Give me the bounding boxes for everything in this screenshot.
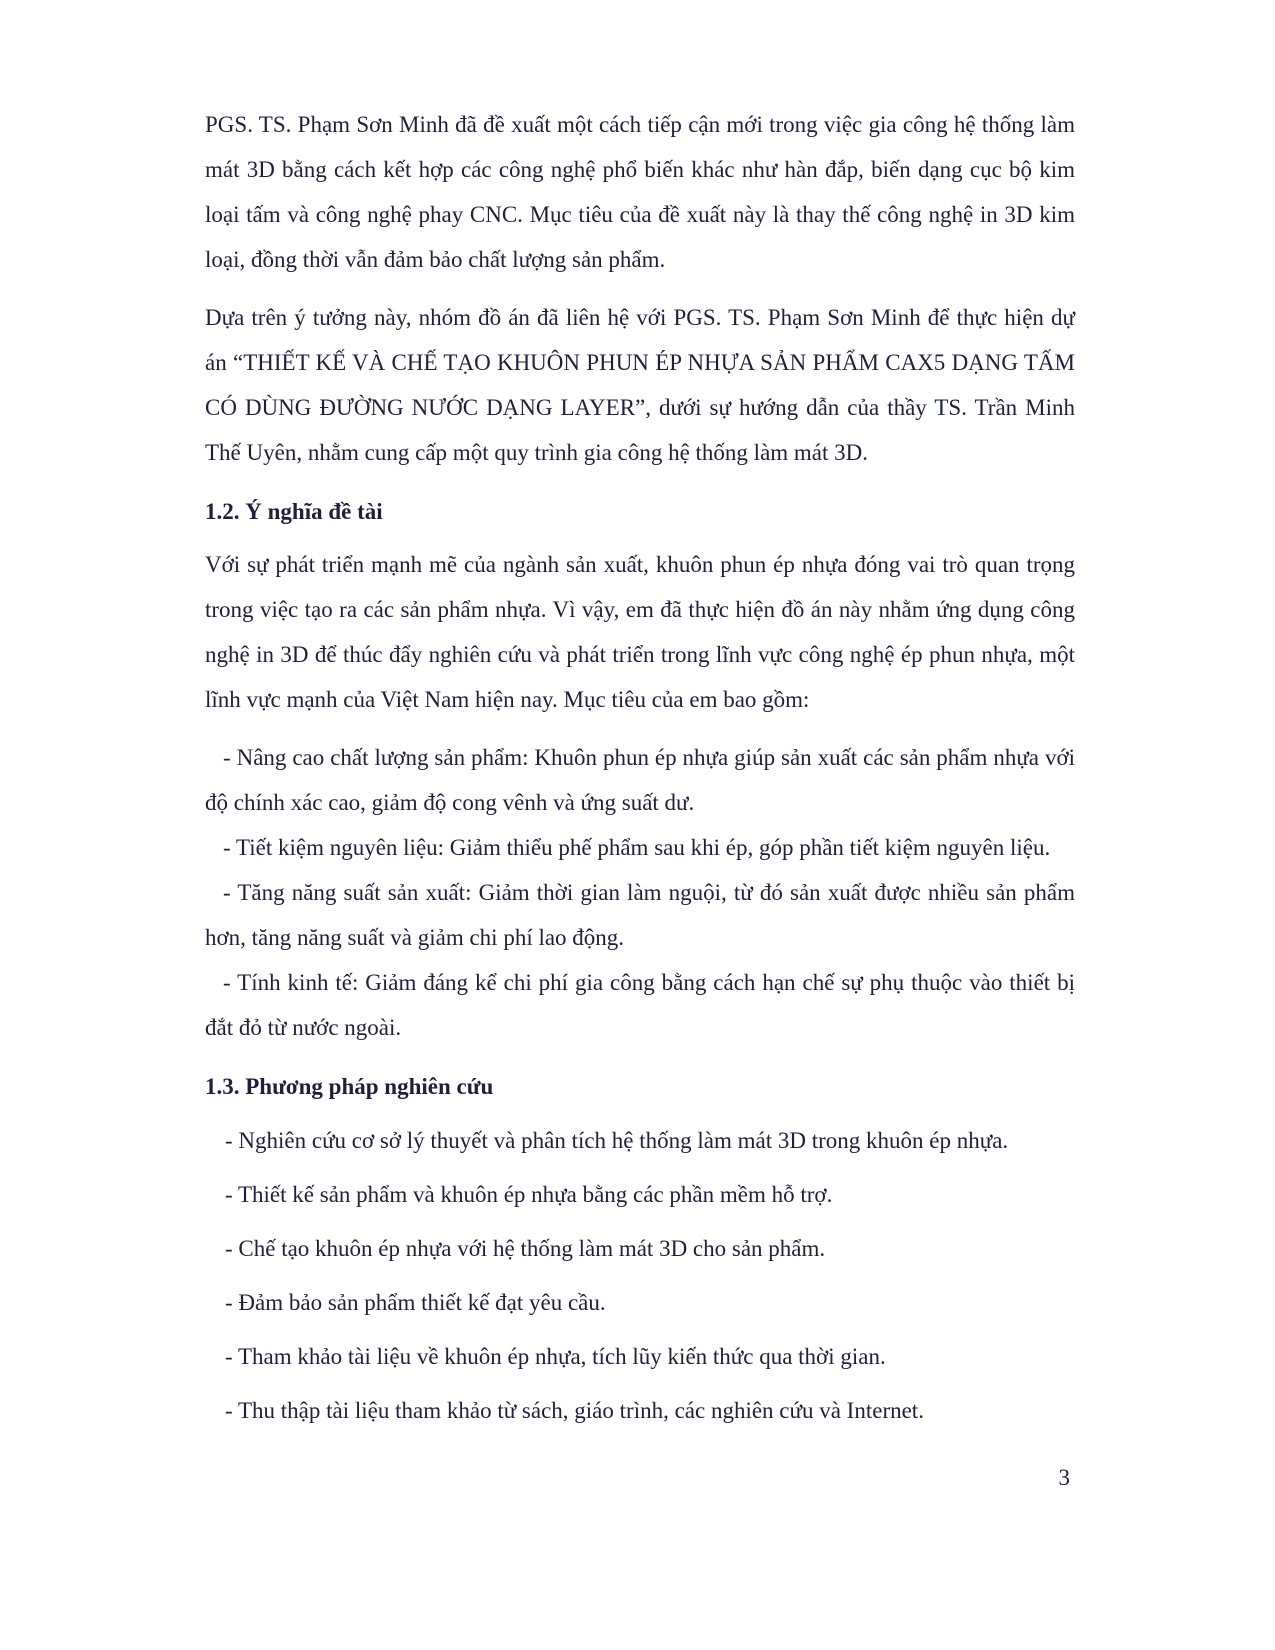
paragraph-intro-1: PGS. TS. Phạm Sơn Minh đã đề xuất một cách tiếp cận mới trong việc gia công hệ thống làm mát 3D bằng cách kết hợp các công nghệ phổ biến khác như hàn đắp, biến dạng cục bộ kim loại tấm và công nghệ phay CNC. Mục tiêu của đề xuất này là thay thế công nghệ in 3D kim loại, đồng thời vẫn đảm bảo chất lượng sản phẩm.: [205, 112, 1075, 272]
method-item-theory: - Nghiên cứu cơ sở lý thuyết và phân tích hệ thống làm mát 3D trong khuôn ép nhựa.: [225, 1128, 1009, 1153]
method-item-manufacture: - Chế tạo khuôn ép nhựa với hệ thống làm mát 3D cho sản phẩm.: [225, 1236, 826, 1261]
goal-list: [205, 735, 1075, 1050]
method-list: [205, 1118, 1075, 1433]
goal-item-material-saving: - Tiết kiệm nguyên liệu: Giảm thiểu phế phẩm sau khi ép, góp phần tiết kiệm nguyên liệu.: [223, 835, 1051, 860]
paragraph-significance: Với sự phát triển mạnh mẽ của ngành sản xuất, khuôn phun ép nhựa đóng vai trò quan trọng trong việc tạo ra các sản phẩm nhựa. Vì vậy, em đã thực hiện đồ án này nhằm ứng dụng công nghệ in 3D để thúc đẩy nghiên cứu và phát triển trong lĩnh vực công nghệ ép phun nhựa, một lĩnh vực mạnh của Việt Nam hiện nay. Mục tiêu của em bao gồm:: [205, 552, 1075, 712]
method-item-quality-assurance: - Đảm bảo sản phẩm thiết kế đạt yêu cầu.: [225, 1290, 606, 1315]
method-item-design: - Thiết kế sản phẩm và khuôn ép nhựa bằng các phần mềm hỗ trợ.: [225, 1182, 833, 1207]
goal-item-economy: - Tính kinh tế: Giảm đáng kể chi phí gia công bằng cách hạn chế sự phụ thuộc vào thiết bị đắt đỏ từ nước ngoài.: [205, 970, 1075, 1040]
page-number: 3: [1058, 1465, 1070, 1490]
section-heading-1-2: 1.2. Ý nghĩa đề tài: [205, 499, 383, 524]
method-item-collect-docs: - Thu thập tài liệu tham khảo từ sách, giáo trình, các nghiên cứu và Internet.: [225, 1398, 924, 1423]
method-item-reference: - Tham khảo tài liệu về khuôn ép nhựa, tích lũy kiến thức qua thời gian.: [225, 1344, 886, 1369]
goal-item-productivity: - Tăng năng suất sản xuất: Giảm thời gian làm nguội, từ đó sản xuất được nhiều sản phẩm hơn, tăng năng suất và giảm chi phí lao động.: [205, 880, 1075, 950]
goal-item-quality: - Nâng cao chất lượng sản phẩm: Khuôn phun ép nhựa giúp sản xuất các sản phẩm nhựa với độ chính xác cao, giảm độ cong vênh và ứng suất dư.: [205, 745, 1075, 815]
section-heading-1-3: 1.3. Phương pháp nghiên cứu: [205, 1074, 494, 1099]
paragraph-intro-2: Dựa trên ý tưởng này, nhóm đồ án đã liên hệ với PGS. TS. Phạm Sơn Minh để thực hiện dự án “THIẾT KẾ VÀ CHẾ TẠO KHUÔN PHUN ÉP NHỰA SẢN PHẨM CAX5 DẠNG TẤM CÓ DÙNG ĐƯỜNG NƯỚC DẠNG LAYER”, dưới sự hướng dẫn của thầy TS. Trần Minh Thế Uyên, nhằm cung cấp một quy trình gia công hệ thống làm mát 3D.: [205, 305, 1075, 465]
